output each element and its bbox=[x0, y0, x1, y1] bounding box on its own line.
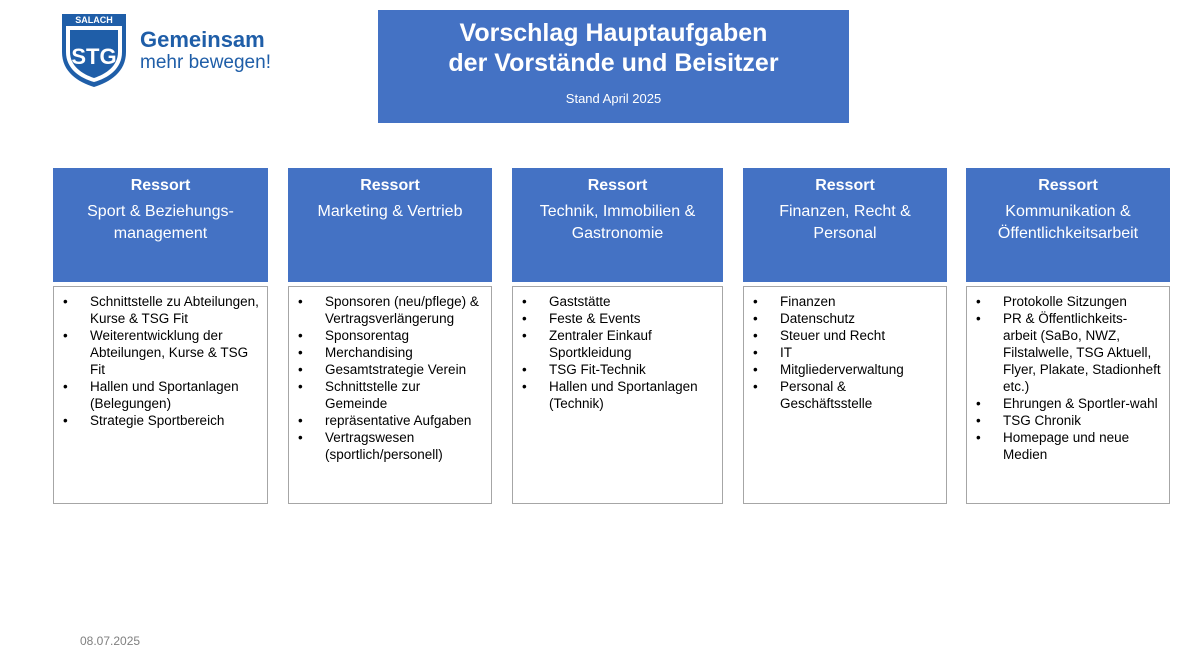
ressort-label: Ressort bbox=[587, 177, 648, 194]
logo-badge-text: SALACH bbox=[75, 15, 113, 25]
ressort-task-box bbox=[53, 286, 268, 504]
ressort-title: Marketing & Vertrieb bbox=[317, 203, 463, 220]
logo-slogan bbox=[140, 28, 271, 74]
task-list bbox=[750, 293, 938, 412]
task-item: • Sponsoren (neu/pflege) & Vertragsverlängerung bbox=[295, 293, 483, 327]
task-item: • TSG Fit-Technik bbox=[519, 361, 714, 378]
ressort-column-sport bbox=[53, 168, 268, 504]
ressort-label: Ressort bbox=[360, 177, 420, 194]
ressort-task-box bbox=[288, 286, 492, 504]
task-item: • Protokolle Sitzungen bbox=[973, 293, 1161, 310]
ressort-title: Technik, Immobilien & Gastronomie bbox=[539, 203, 696, 242]
task-item: • IT bbox=[750, 344, 938, 361]
task-item: • repräsentative Aufgaben bbox=[295, 412, 483, 429]
task-item: • Schnittstelle zur Gemeinde bbox=[295, 378, 483, 412]
ressort-header bbox=[288, 168, 492, 282]
ressort-title: Finanzen, Recht & Personal bbox=[779, 203, 911, 242]
ressort-task-box bbox=[512, 286, 723, 504]
ressort-label: Ressort bbox=[130, 177, 191, 194]
task-item: • Weiterentwicklung der Abteilungen, Kurse & TSG Fit bbox=[60, 327, 259, 378]
ressort-header bbox=[512, 168, 723, 282]
task-item: • Gesamtstrategie Verein bbox=[295, 361, 483, 378]
task-list bbox=[973, 293, 1161, 463]
ressort-task-box bbox=[966, 286, 1170, 504]
ressort-header bbox=[966, 168, 1170, 282]
task-list bbox=[60, 293, 259, 429]
page-title-line1: Vorschlag Hauptaufgaben bbox=[459, 19, 768, 47]
ressort-label: Ressort bbox=[1038, 177, 1098, 194]
ressort-task-box bbox=[743, 286, 947, 504]
club-logo bbox=[60, 12, 300, 90]
logo-slogan-line2: mehr bewegen! bbox=[140, 52, 271, 73]
ressort-column-marketing bbox=[288, 168, 492, 504]
logo-monogram: STG bbox=[71, 44, 117, 69]
task-item: • Homepage und neue Medien bbox=[973, 429, 1161, 463]
task-item: • TSG Chronik bbox=[973, 412, 1161, 429]
ressort-column-kommunikation bbox=[966, 168, 1170, 504]
ressort-title: Sport & Beziehungs-management bbox=[87, 203, 234, 242]
task-item: • Zentraler Einkauf Sportkleidung bbox=[519, 327, 714, 361]
task-list bbox=[519, 293, 714, 412]
page-subtitle: Stand April 2025 bbox=[565, 91, 662, 106]
task-item: • Gaststätte bbox=[519, 293, 714, 310]
task-item: • Personal & Geschäftsstelle bbox=[750, 378, 938, 412]
title-banner bbox=[378, 10, 849, 123]
ressort-header bbox=[53, 168, 268, 282]
task-item: • Feste & Events bbox=[519, 310, 714, 327]
footer-date: 08.07.2025 bbox=[80, 634, 141, 648]
task-item: • Ehrungen & Sportler-wahl bbox=[973, 395, 1161, 412]
task-item: • Schnittstelle zu Abteilungen, Kurse & TSG Fit bbox=[60, 293, 259, 327]
task-item: • Merchandising bbox=[295, 344, 483, 361]
task-item: • Strategie Sportbereich bbox=[60, 412, 259, 429]
logo-slogan-line1: Gemeinsam bbox=[140, 27, 265, 52]
ressort-column-technik bbox=[512, 168, 723, 504]
task-item: • Steuer und Recht bbox=[750, 327, 938, 344]
page-title-line2: der Vorstände und Beisitzer bbox=[448, 49, 779, 77]
ressort-header bbox=[743, 168, 947, 282]
shield-logo-icon bbox=[60, 12, 128, 88]
task-item: • Hallen und Sportanlagen (Belegungen) bbox=[60, 378, 259, 412]
task-item: • Vertragswesen (sportlich/personell) bbox=[295, 429, 483, 463]
ressort-label: Ressort bbox=[815, 177, 875, 194]
task-item: • PR & Öffentlichkeits-arbeit (SaBo, NWZ, Filstalwelle, TSG Aktuell, Flyer, Plakate, Stadionheft etc.) bbox=[973, 310, 1161, 395]
task-list bbox=[295, 293, 483, 463]
ressort-column-finanzen bbox=[743, 168, 947, 504]
task-item: • Finanzen bbox=[750, 293, 938, 310]
ressort-title: Kommunikation & Öffentlichkeitsarbeit bbox=[997, 203, 1139, 242]
task-item: • Sponsorentag bbox=[295, 327, 483, 344]
task-item: • Datenschutz bbox=[750, 310, 938, 327]
task-item: • Mitgliederverwaltung bbox=[750, 361, 938, 378]
task-item: • Hallen und Sportanlagen (Technik) bbox=[519, 378, 714, 412]
